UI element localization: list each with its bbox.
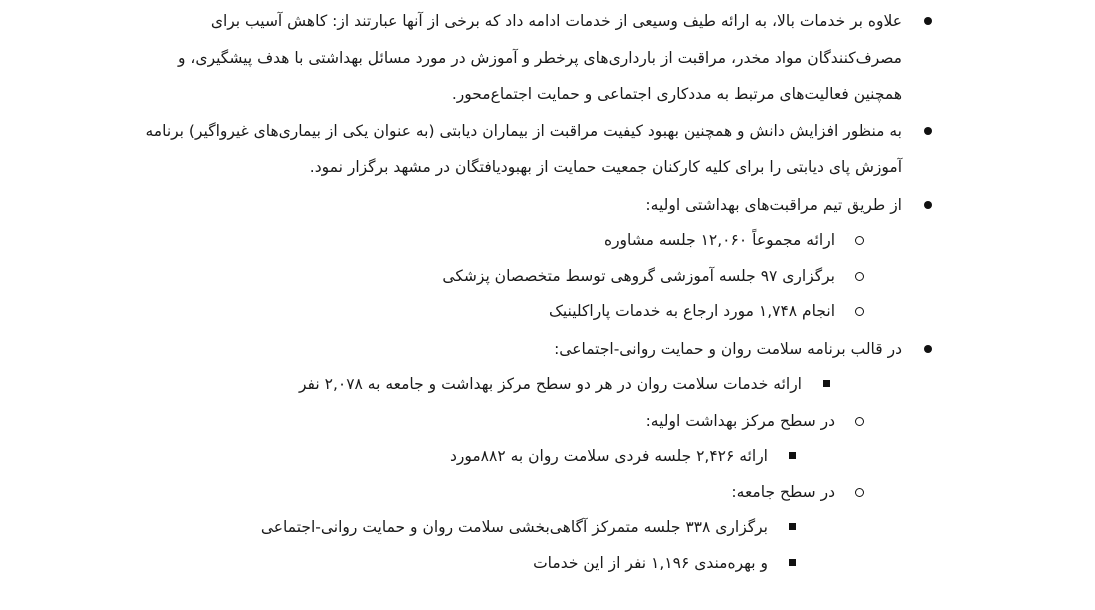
bullet-square — [789, 523, 796, 530]
bullet-circle — [855, 272, 864, 281]
paragraph-line: مصرف‌کنندگان مواد مخدر، مراقبت از بارداری‌های پرخطر و آموزش در مورد مسائل بهداشتی با هدف پیشگیری، و — [178, 49, 902, 67]
bullet-circle — [855, 417, 864, 426]
list-item: در سطح مرکز بهداشت اولیه: — [645, 412, 835, 430]
list-item: برگزاری ۳۳۸ جلسه متمرکز آگاهی‌بخشی سلامت روان و حمایت روانی-اجتماعی — [260, 518, 768, 536]
paragraph-line: همچنین فعالیت‌های مرتبط به مددکاری اجتماعی و حمایت اجتماع‌محور. — [451, 85, 902, 103]
bullet-circle — [855, 307, 864, 316]
list-heading: در قالب برنامه سلامت روان و حمایت روانی-اجتماعی: — [554, 340, 902, 358]
list-item: در سطح جامعه: — [731, 483, 835, 501]
bullet-disc — [924, 345, 932, 353]
bullet-disc — [924, 127, 932, 135]
bullet-disc — [924, 17, 932, 25]
paragraph-line: به منظور افزایش دانش و همچنین بهبود کیفیت مراقبت از بیماران دیابتی (به عنوان یکی از بیماری‌های غیرواگیر) برنامه — [145, 122, 902, 140]
bullet-circle — [855, 236, 864, 245]
paragraph-line: علاوه بر خدمات بالا، به ارائه طیف وسیعی از خدمات ادامه داد که برخی از آنها عبارتند از: کاهش آسیب برای — [210, 12, 902, 30]
bullet-square — [823, 380, 830, 387]
list-item: برگزاری ۹۷ جلسه آموزشی گروهی توسط متخصصان پزشکی — [442, 267, 835, 285]
bullet-disc — [924, 201, 932, 209]
list-item: ارائه خدمات سلامت روان در هر دو سطح مرکز بهداشت و جامعه به ۲,۰۷۸ نفر — [298, 375, 802, 393]
list-item: انجام ۱,۷۴۸ مورد ارجاع به خدمات پاراکلینیک — [549, 302, 835, 320]
bullet-circle — [855, 488, 864, 497]
list-heading: از طریق تیم مراقبت‌های بهداشتی اولیه: — [645, 196, 902, 214]
list-item: و بهره‌مندی ۱,۱۹۶ نفر از این خدمات — [533, 554, 768, 572]
bullet-square — [789, 559, 796, 566]
list-item: ارائه مجموعاً ۱۲,۰۶۰ جلسه مشاوره — [603, 231, 835, 249]
list-item: ارائه ۲,۴۲۶ جلسه فردی سلامت روان به ۸۸۲مورد — [449, 447, 768, 465]
bullet-square — [789, 452, 796, 459]
paragraph-line: آموزش پای دیابتی را برای کلیه کارکنان جمعیت حمایت از بهبودیافتگان در مشهد برگزار نمود. — [309, 158, 902, 176]
